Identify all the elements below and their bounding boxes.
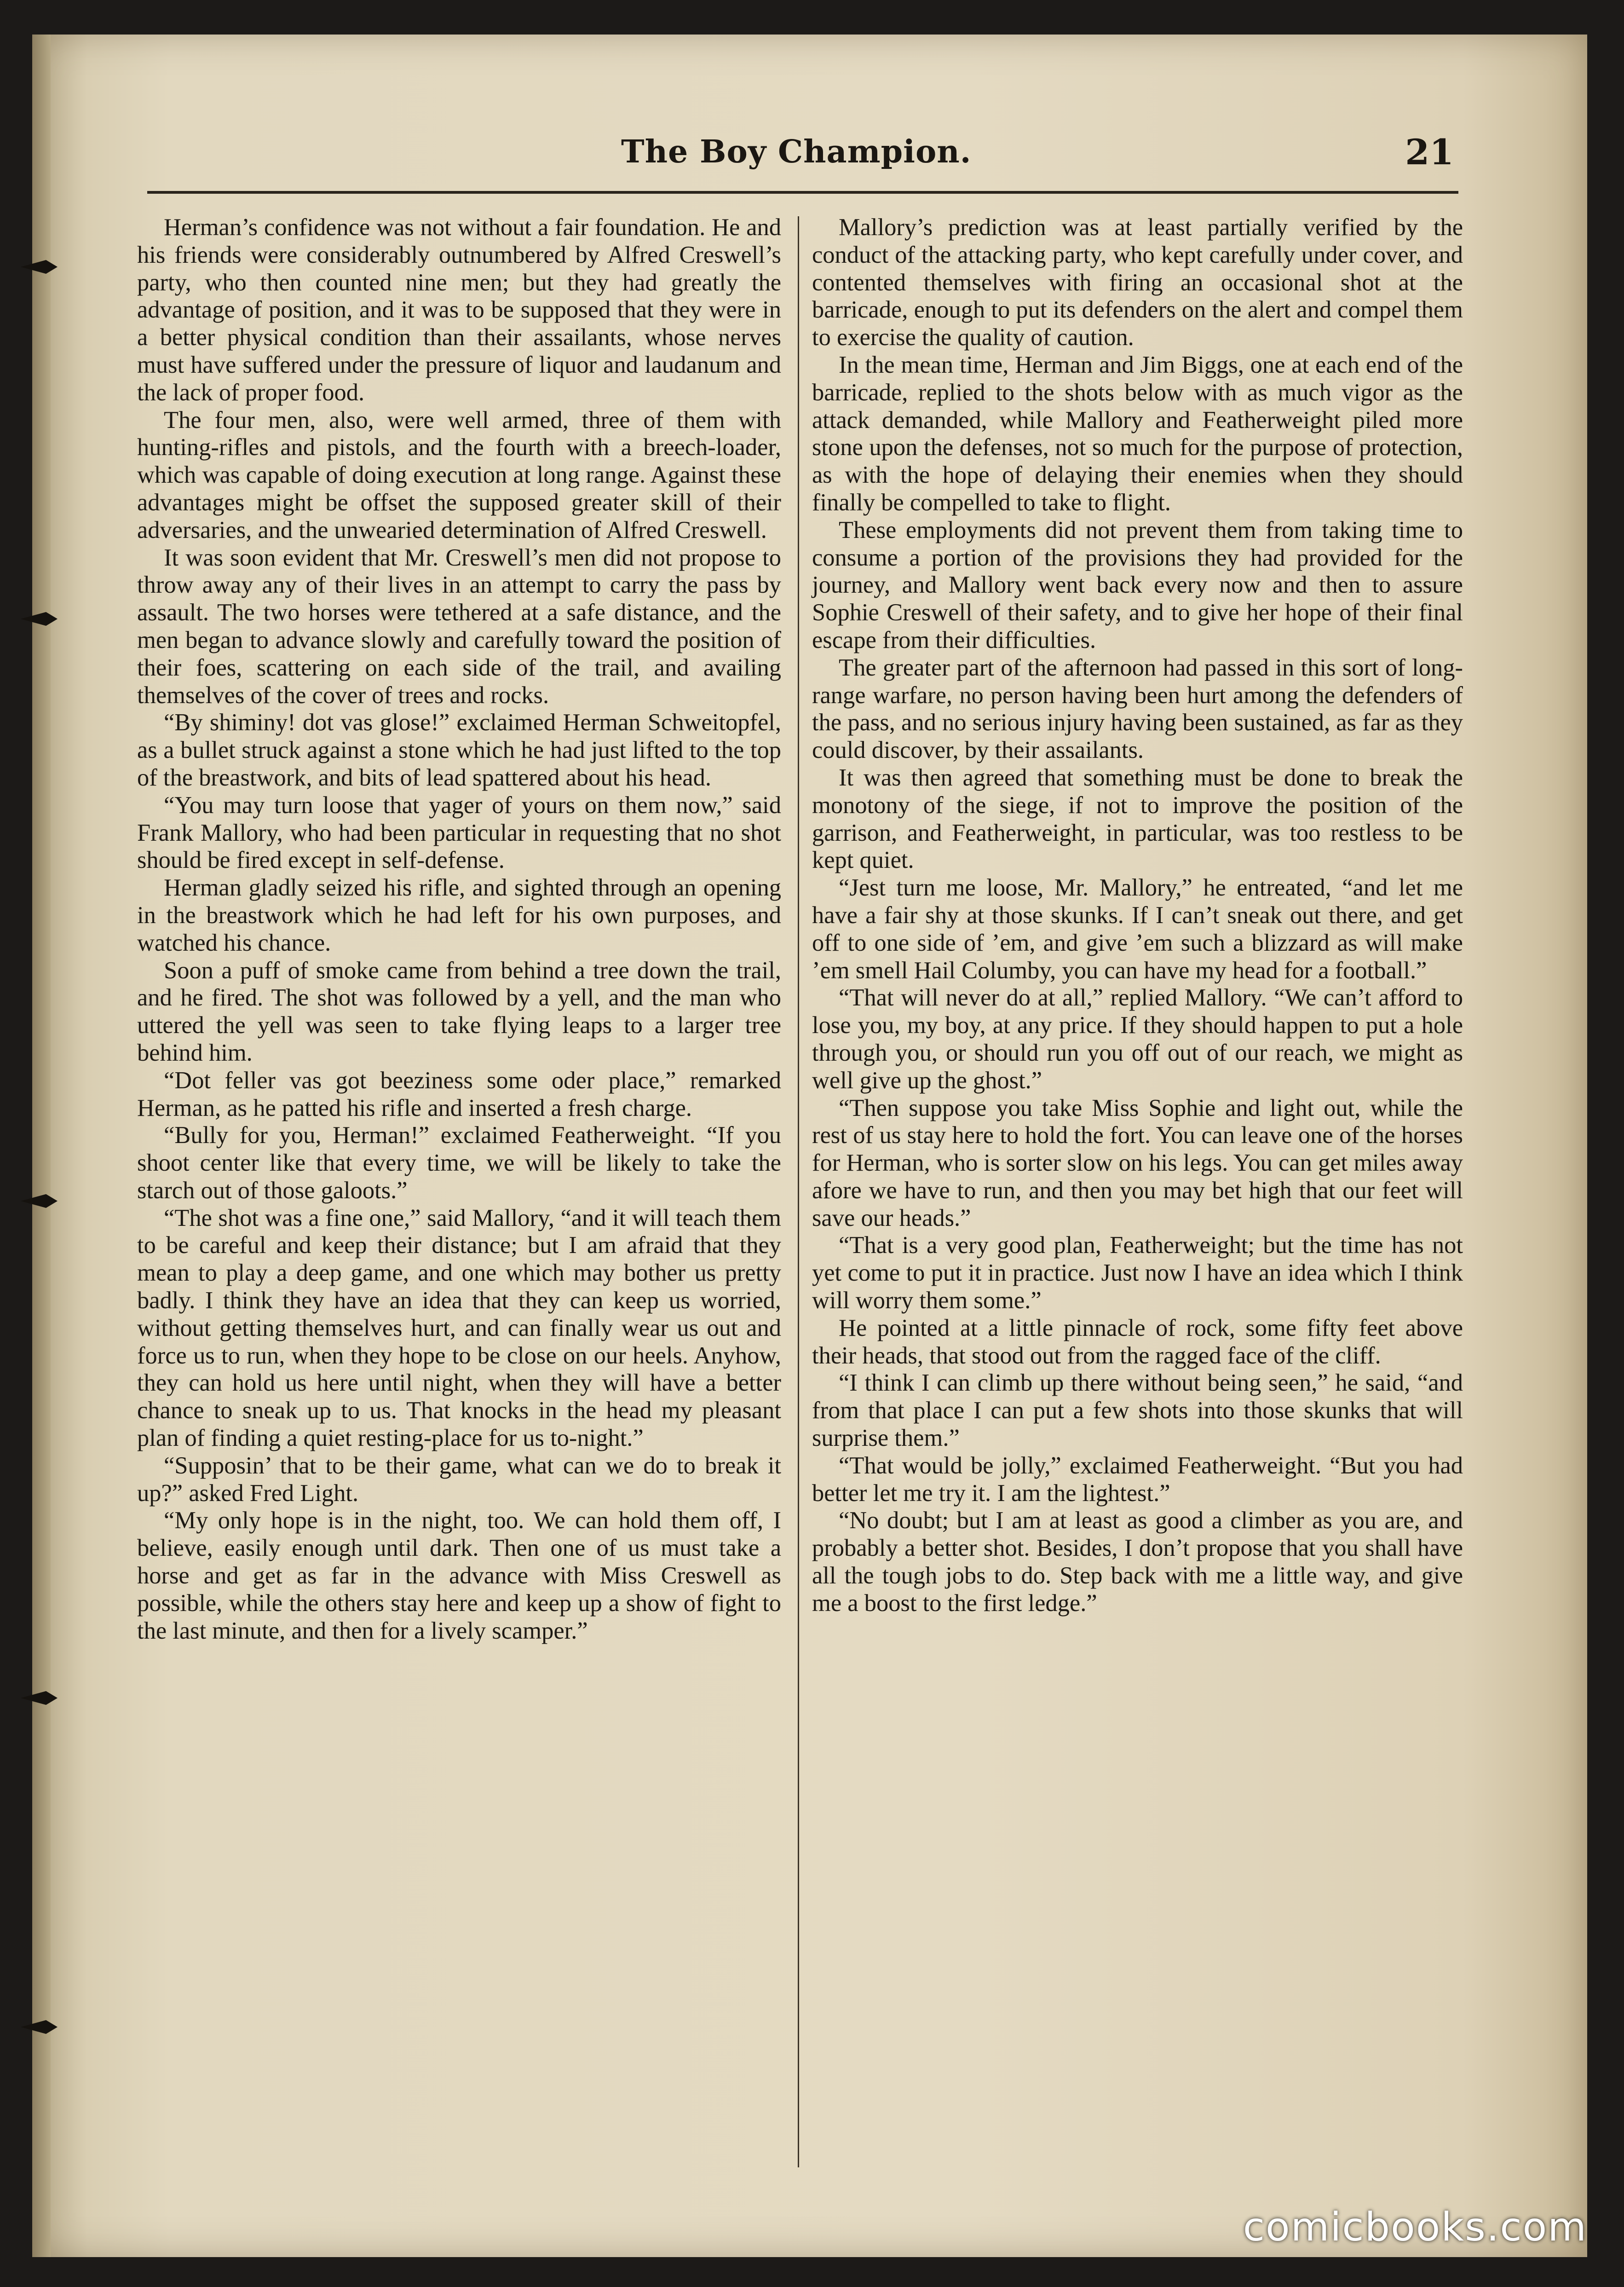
page-number: 21 [1405, 132, 1454, 173]
paragraph: It was then agreed that something must be done to break the monotony of the siege, if not to improve the position of the garrison, and Featherweight, in particular, was too restless to be kept quiet. [812, 764, 1463, 874]
paragraph: “By shiminy! dot vas glose!” exclaimed Herman Schweitopfel, as a bullet struck against a stone which he had just lifted to the top of the breastwork, and bits of lead spattered about his head. [137, 709, 781, 791]
running-title: The Boy Champion. [621, 133, 972, 170]
staple-mark-icon [18, 1190, 60, 1213]
paragraph: “That is a very good plan, Featherweight; but the time has not yet come to put it in practice. Just now I have an idea which I think will worry them some.” [812, 1232, 1463, 1314]
paragraph: “The shot was a fine one,” said Mallory, “and it will teach them to be careful and keep their distance; but I am afraid that they mean to play a deep game, and one which may bother us pretty badly. I think they have an idea that they can keep us worried, without getting themselves hurt, and can finally wear us out and force us to run, when they hope to be close on our heels. Anyhow, they can hold us here until night, when they will have a better chance to sneak up to us. That knocks in the head my pleasant plan of finding a quiet resting-place for us to-night.” [137, 1204, 781, 1452]
paragraph: Herman’s confidence was not without a fair foundation. He and his friends were considerably outnumbered by Alfred Creswell’s party, who then counted nine men; but they had greatly the advantage of position, and it was to be supposed that they were in a better physical condition than their assailants, whose nerves must have suffered under the pressure of liquor and laudanum and the lack of proper food. [137, 214, 781, 406]
paragraph: “Bully for you, Herman!” exclaimed Featherweight. “If you shoot center like that every time, we will be likely to take the starch out of those galoots.” [137, 1122, 781, 1204]
paragraph: “My only hope is in the night, too. We can hold them off, I believe, easily enough until dark. Then one of us must take a horse and get as far in the advance with Miss Creswell as possible, while the others stay here and keep up a show of fight to the last minute, and then for a lively scamper.” [137, 1507, 781, 1644]
left-column [137, 214, 781, 2170]
paragraph: “No doubt; but I am at least as good a climber as you are, and probably a better shot. Besides, I don’t propose that you shall have all the tough jobs to do. Step back with me a little way, and give me a boost to the first ledge.” [812, 1507, 1463, 1617]
paragraph: These employments did not prevent them from taking time to consume a portion of the provisions they had provided for the journey, and Mallory went back every now and then to assure Sophie Creswell of their safety, and to give her hope of their final escape from their difficulties. [812, 516, 1463, 653]
paragraph: “That would be jolly,” exclaimed Featherweight. “But you had better let me try it. I am the lightest.” [812, 1452, 1463, 1507]
binding-spine [32, 35, 51, 2257]
page-header [147, 124, 1458, 184]
paragraph: “You may turn loose that yager of yours on them now,” said Frank Mallory, who had been particular in requesting that no shot should be fired except in self-defense. [137, 791, 781, 874]
paragraph: “I think I can climb up there without being seen,” he said, “and from that place I can put a few shots into those skunks that will surprise them.” [812, 1369, 1463, 1452]
staple-mark-icon [18, 255, 60, 278]
paragraph: “Then suppose you take Miss Sophie and light out, while the rest of us stay here to hold the fort. You can leave one of the horses for Herman, who is sorter slow on his legs. You can get miles away afore we have to run, and then you may bet high that our feet will save our heads.” [812, 1094, 1463, 1231]
staple-mark-icon [18, 1686, 60, 1709]
staple-mark-icon [18, 607, 60, 630]
paragraph: “Jest turn me loose, Mr. Mallory,” he entreated, “and let me have a fair shy at those skunks. If I can’t sneak out there, and get off to one side of ’em, and give ’em such a blizzard as will make ’em smell Hail Columby, you can have my head for a football.” [812, 874, 1463, 984]
paragraph: He pointed at a little pinnacle of rock, some fifty feet above their heads, that stood out from the ragged face of the cliff. [812, 1314, 1463, 1369]
paragraph: Mallory’s prediction was at least partially verified by the conduct of the attacking party, who kept carefully under cover, and contented themselves with firing an occasional shot at the barricade, enough to put its defenders on the alert and compel them to exercise the quality of caution. [812, 214, 1463, 351]
watermark: comicbooks.com [1243, 2204, 1587, 2250]
paragraph: In the mean time, Herman and Jim Biggs, one at each end of the barricade, replied to the shots below with as much vigor as the attack demanded, while Mallory and Featherweight piled more stone upon the defenses, not so much for the purpose of protection, as with the hope of delaying their enemies when they should finally be compelled to take to flight. [812, 351, 1463, 516]
paragraph: “That will never do at all,” replied Mallory. “We can’t afford to lose you, my boy, at any price. If they should happen to put a hole through you, or should run you off out of our reach, we might as well give up the ghost.” [812, 984, 1463, 1094]
staple-mark-icon [18, 2016, 60, 2039]
paragraph: Herman gladly seized his rifle, and sighted through an opening in the breastwork which he had left for his own purposes, and watched his chance. [137, 874, 781, 956]
paragraph: Soon a puff of smoke came from behind a tree down the trail, and he fired. The shot was followed by a yell, and the man who uttered the yell was seen to take flying leaps to a larger tree behind him. [137, 957, 781, 1066]
paragraph: The greater part of the afternoon had passed in this sort of long-range warfare, no person having been hurt among the defenders of the pass, and no serious injury having been sustained, as far as they could discover, by their assailants. [812, 654, 1463, 764]
paragraph: The four men, also, were well armed, three of them with hunting-rifles and pistols, and the fourth with a breech-loader, which was capable of doing execution at long range. Against these advantages might be offset the supposed greater skill of their adversaries, and the unwearied determination of Alfred Creswell. [137, 406, 781, 543]
header-rule [147, 191, 1458, 194]
paragraph: “Supposin’ that to be their game, what can we do to break it up?” asked Fred Light. [137, 1452, 781, 1507]
paragraph: It was soon evident that Mr. Creswell’s men did not propose to throw away any of their lives in an attempt to carry the pass by assault. The two horses were tethered at a safe distance, and the men began to advance slowly and carefully toward the position of their foes, scattering on each side of the trail, and availing themselves of the cover of trees and rocks. [137, 544, 781, 709]
right-column [812, 214, 1463, 2170]
column-divider [798, 216, 799, 2167]
paragraph: “Dot feller vas got beeziness some oder place,” remarked Herman, as he patted his rifle and inserted a fresh charge. [137, 1067, 781, 1121]
